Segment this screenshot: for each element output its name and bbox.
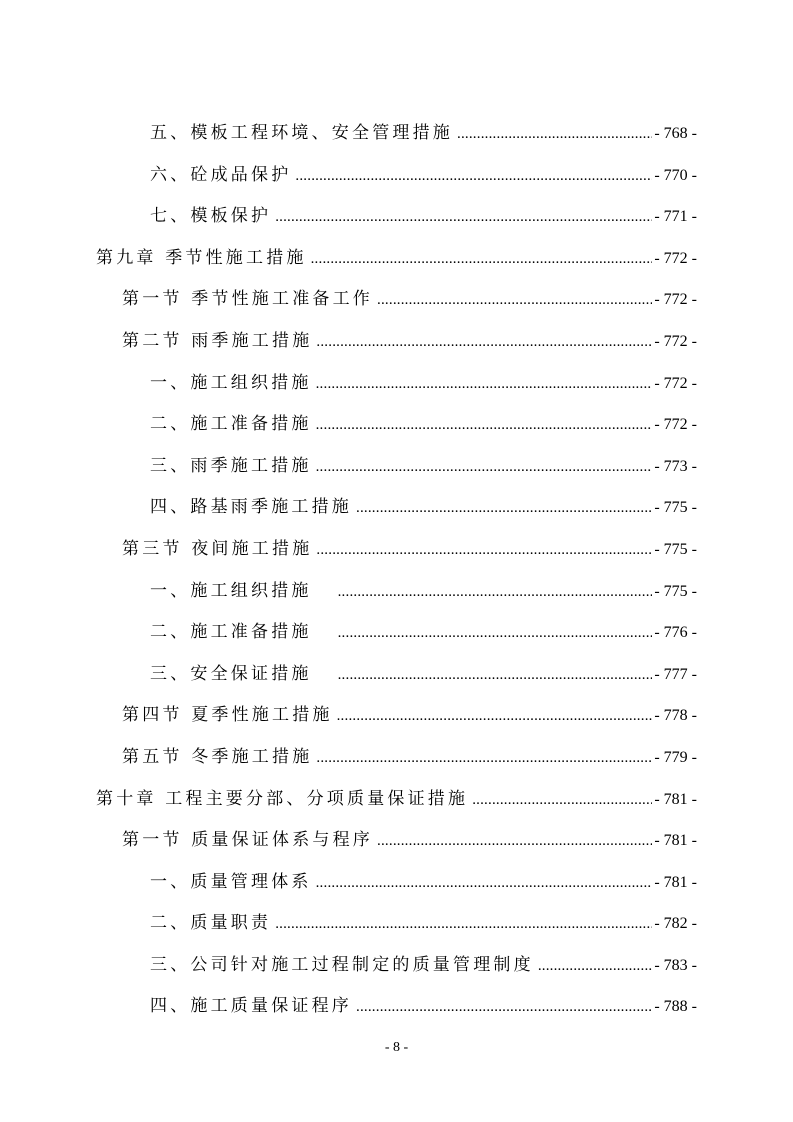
toc-entry-title: 一、施工组织措施 [150, 580, 312, 601]
toc-entry-page-number: - 775 - [654, 540, 697, 558]
toc-entry-title: 三、安全保证措施 [150, 663, 312, 684]
toc-entry[interactable] [0, 571, 793, 613]
toc-entry-title: 第四节 夏季性施工措施 [122, 705, 333, 726]
toc-entry-title: 第一节 季节性施工准备工作 [122, 289, 374, 310]
toc-entry-title: 六、砼成品保护 [150, 164, 292, 185]
toc-entry-title: 第一节 质量保证体系与程序 [122, 830, 374, 851]
toc-dot-leader [356, 987, 652, 1029]
toc-dot-leader [338, 572, 653, 614]
toc-entry[interactable] [0, 612, 793, 654]
toc-entry-title: 第二节 雨季施工措施 [122, 330, 313, 351]
toc-dot-leader [316, 322, 652, 364]
toc-entry-page-number: - 783 - [654, 956, 697, 974]
toc-entry-title: 三、雨季施工措施 [150, 455, 312, 476]
toc-entry-page-number: - 776 - [654, 624, 697, 642]
toc-entry[interactable] [0, 404, 793, 446]
toc-entry-title: 第三节 夜间施工措施 [122, 538, 313, 559]
toc-entry[interactable] [0, 196, 793, 238]
toc-entry[interactable] [0, 113, 793, 155]
toc-entry-page-number: - 781 - [654, 832, 697, 850]
toc-entry-page-number: - 772 - [654, 416, 697, 434]
toc-dot-leader [377, 821, 652, 863]
toc-dot-leader [316, 405, 653, 447]
toc-entry[interactable] [0, 986, 793, 1028]
toc-dot-leader [316, 530, 652, 572]
toc-dot-leader [472, 780, 652, 822]
toc-entry-page-number: - 779 - [654, 748, 697, 766]
toc-dot-leader [316, 447, 653, 489]
toc-entry-title: 一、施工组织措施 [150, 372, 312, 393]
toc-entry-page-number: - 781 - [654, 790, 697, 808]
toc-dot-leader [338, 613, 653, 655]
toc-entry[interactable] [0, 737, 793, 779]
toc-entry-title: 七、模板保护 [150, 206, 272, 227]
toc-entry[interactable] [0, 529, 793, 571]
toc-entry[interactable] [0, 862, 793, 904]
toc-dot-leader [316, 738, 652, 780]
toc-entry-page-number: - 773 - [654, 457, 697, 475]
toc-entry-page-number: - 772 - [654, 291, 697, 309]
page-footer-number: - 8 - [384, 1040, 409, 1055]
toc-entry[interactable] [0, 279, 793, 321]
toc-dot-leader [316, 364, 653, 406]
toc-entry-title: 四、施工质量保证程序 [150, 996, 352, 1017]
toc-entry[interactable] [0, 487, 793, 529]
toc-entry-title: 第五节 冬季施工措施 [122, 746, 313, 767]
toc-entry-page-number: - 772 - [654, 249, 697, 267]
toc-entry[interactable] [0, 695, 793, 737]
toc-entry-page-number: - 775 - [654, 499, 697, 517]
toc-dot-leader [356, 488, 652, 530]
toc-entry-page-number: - 778 - [654, 707, 697, 725]
toc-dot-leader [457, 114, 652, 156]
toc-entry-title: 二、质量职责 [150, 913, 272, 934]
toc-entry[interactable] [0, 446, 793, 488]
toc-entry-page-number: - 770 - [654, 166, 697, 184]
toc-entry-title: 三、公司针对施工过程制定的质量管理制度 [150, 954, 534, 975]
toc-dot-leader [275, 904, 652, 946]
toc-dot-leader [538, 946, 653, 988]
toc-entry-page-number: - 788 - [654, 998, 697, 1016]
toc-entry-page-number: - 781 - [654, 873, 697, 891]
toc-entry[interactable] [0, 155, 793, 197]
toc-entry[interactable] [0, 903, 793, 945]
toc-dot-leader [275, 197, 652, 239]
toc-entry-page-number: - 772 - [654, 374, 697, 392]
toc-entry-page-number: - 777 - [654, 665, 697, 683]
table-of-contents [0, 113, 793, 1028]
toc-dot-leader [338, 655, 653, 697]
toc-entry[interactable] [0, 321, 793, 363]
toc-entry-title: 四、路基雨季施工措施 [150, 497, 352, 518]
toc-entry[interactable] [0, 945, 793, 987]
toc-entry-title: 二、施工准备措施 [150, 414, 312, 435]
toc-entry-title: 五、模板工程环境、安全管理措施 [150, 123, 453, 143]
toc-dot-leader [377, 280, 652, 322]
toc-entry-title: 一、质量管理体系 [150, 871, 312, 892]
toc-entry-page-number: - 771 - [654, 208, 697, 226]
toc-entry-title: 第十章 工程主要分部、分项质量保证措施 [96, 788, 469, 809]
toc-entry-page-number: - 768 - [654, 125, 697, 142]
toc-dot-leader [311, 239, 653, 281]
toc-entry[interactable] [0, 238, 793, 280]
toc-entry-page-number: - 775 - [654, 582, 697, 600]
toc-entry-page-number: - 772 - [654, 332, 697, 350]
toc-dot-leader [337, 696, 653, 738]
toc-dot-leader [316, 863, 653, 905]
toc-entry-title: 第九章 季节性施工措施 [96, 247, 307, 268]
toc-dot-leader [295, 156, 652, 198]
toc-entry[interactable] [0, 363, 793, 405]
toc-entry-title: 二、施工准备措施 [150, 622, 312, 643]
toc-entry[interactable] [0, 820, 793, 862]
toc-entry[interactable] [0, 779, 793, 821]
toc-entry-page-number: - 782 - [654, 915, 697, 933]
toc-entry[interactable] [0, 654, 793, 696]
